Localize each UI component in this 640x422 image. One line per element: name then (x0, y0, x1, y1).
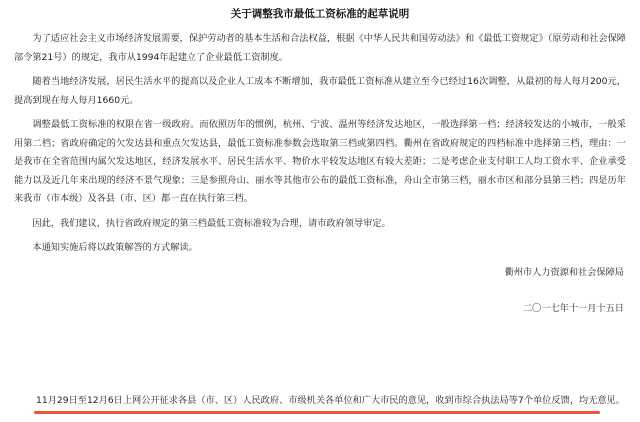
paragraph-legal-basis: 为了适应社会主义市场经济发展需要，保护劳动者的基本生活和合法权益，根据《中华人民共和国劳动法》和《最低工资规定》（原劳动和社会保障部令第21号）的规定，我市从1994年起建立了企业最低工资制度。 (14, 33, 626, 63)
document-title: 关于调整我市最低工资标准的起草说明 (230, 8, 410, 20)
paragraph-recommendation: 因此，我们建议，执行省政府规定的第三档最低工资标准较为合理，请市政府领导审定。 (32, 217, 391, 229)
paragraph-adjustment-history: 随着当地经济发展，居民生活水平的提高以及企业人工成本不断增加，我市最低工资标准从建立至今已经过16次调整，从最初的每人每月200元，提高到现在每人每月1660元。 (14, 76, 626, 106)
highlighted-consultation-note (34, 392, 625, 414)
paragraph-tier-reasons: 调整最低工资标准的权限在省一级政府。而依照历年的惯例，杭州、宁波、温州等经济发达地区，一般选择第一档；经济较发达的小城市，一般采用第二档；省政府确定的欠发达县和重点欠发达县，最低工资标准参数会选取第三档或第四档。衢州在省政府规定的四档标准中选择第三档，理由：一是我市在全省范围内属欠发达地区，经济发展水平、居民生活水平、物价水平较发达地区有较大差距；二是考虑企业支付职工人均工资水平、企业承受能力以及近几年来出现的经济不景气现象；三是参照舟山、丽水等其他市公布的最低工资标准，舟山全市第三档，丽水市区和部分县第三档；四是历年来我市（市本级）及各县（市、区）都一直在执行第三档。 (14, 119, 626, 204)
consultation-note-text: 11月29日至12月6日上网公开征求各县（市、区）人民政府、市级机关各单位和广大市民的意见，收到市综合执法局等7个单位反馈，均无意见。 (36, 395, 625, 406)
red-highlight-underline (34, 411, 600, 414)
issue-date: 二〇一七年十一月十五日 (522, 302, 624, 314)
issuer-signature: 衢州市人力资源和社会保障局 (504, 266, 624, 278)
paragraph-interpretation-note: 本通知实施后将以政策解答的方式解读。 (32, 242, 198, 253)
